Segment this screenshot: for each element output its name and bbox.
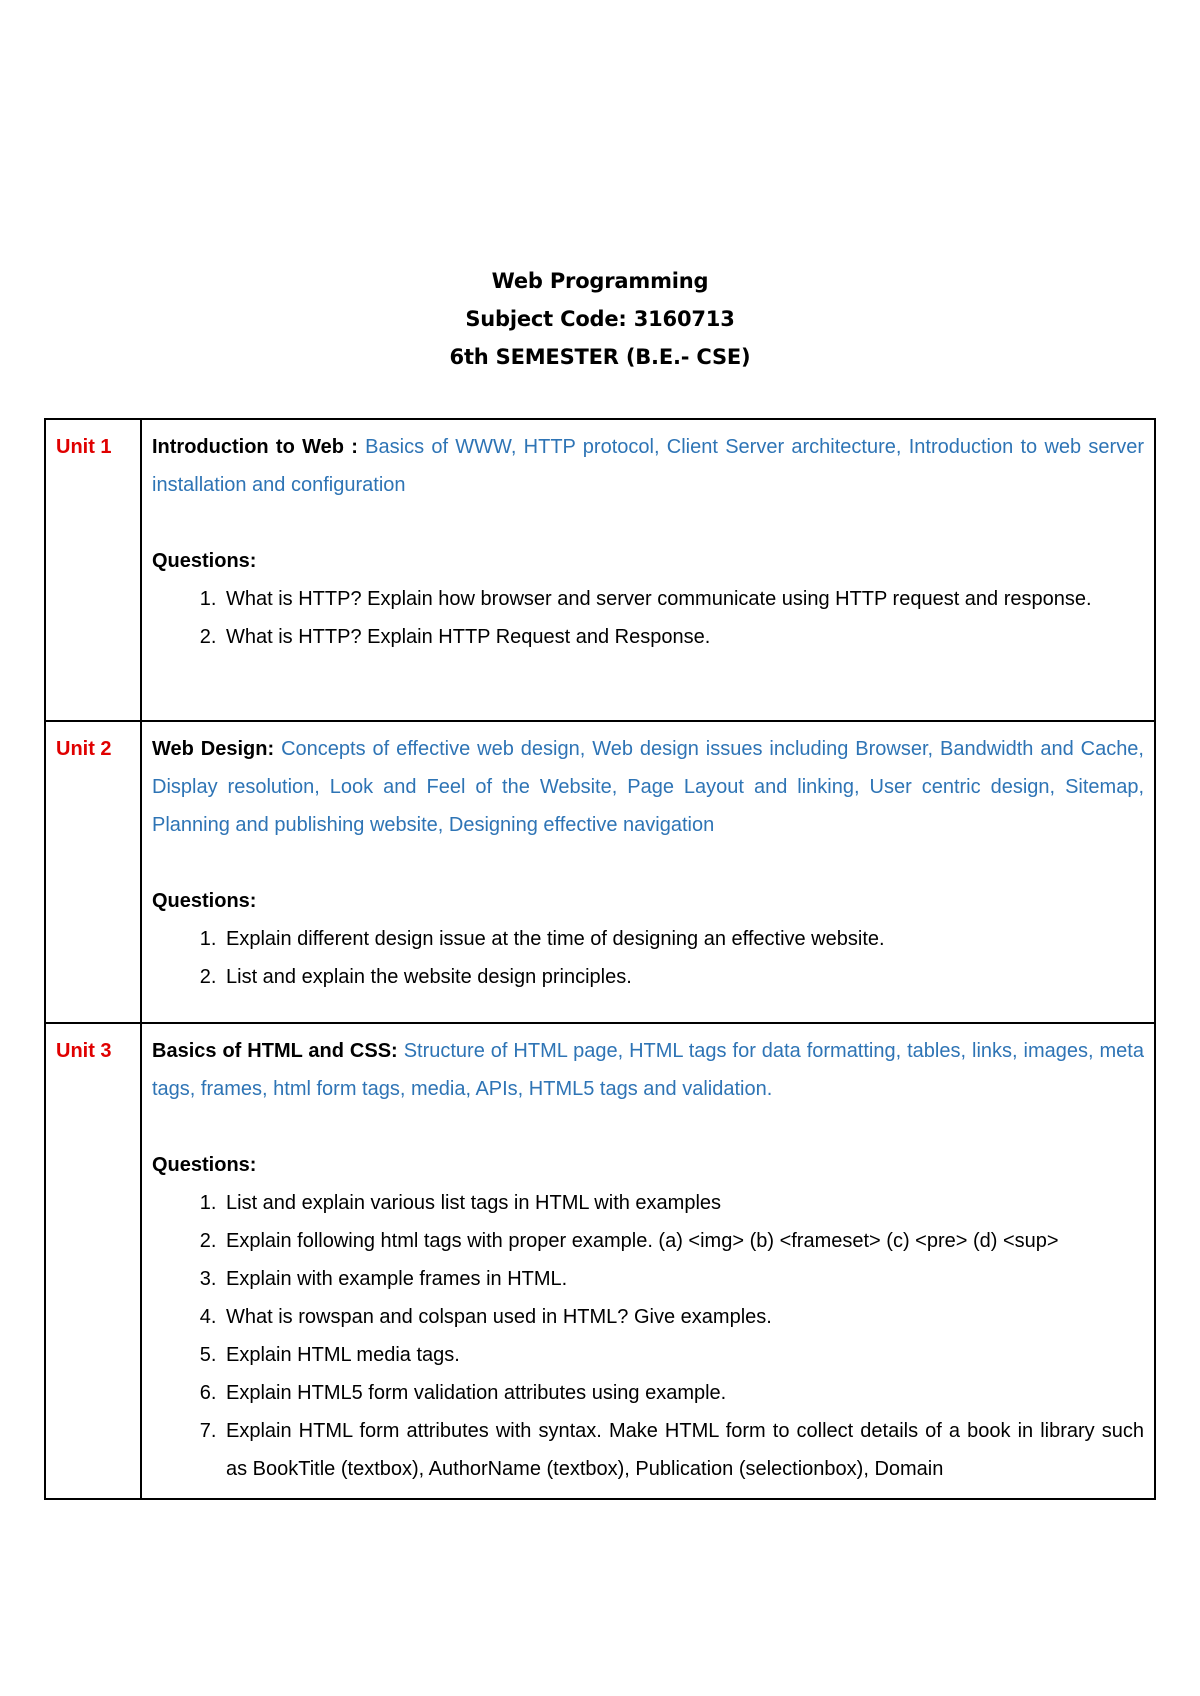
question-item: 2. Explain following html tags with proper example. (a) <img> (b) <frameset> (c) <pre> (d) <sup>	[222, 1222, 1144, 1260]
questions-list	[152, 580, 1144, 656]
spacer	[152, 844, 1144, 882]
unit-topic	[152, 428, 1144, 504]
unit-topic	[152, 1032, 1144, 1108]
questions-list	[152, 1184, 1144, 1488]
question-item: 4. What is rowspan and colspan used in HTML? Give examples.	[222, 1298, 1144, 1336]
topic-title: Basics of HTML and CSS:	[152, 1040, 398, 1062]
question-item: 1. List and explain various list tags in HTML with examples	[222, 1184, 1144, 1222]
topic-title: Introduction to Web :	[152, 436, 358, 458]
topic-description: Basics of WWW, HTTP protocol, Client Server architecture, Introduction to web server installation and configuration	[152, 436, 1144, 496]
unit-content	[141, 721, 1155, 1023]
document-title: Web Programming	[491, 269, 709, 293]
topic-description: Structure of HTML page, HTML tags for data formatting, tables, links, images, meta tags, frames, html form tags, media, APIs, HTML5 tags and validation.	[152, 1040, 1144, 1100]
questions-heading: Questions:	[152, 890, 257, 912]
unit-topic	[152, 730, 1144, 844]
syllabus-table	[44, 418, 1156, 1500]
unit-row	[45, 419, 1155, 721]
question-item: 2. What is HTTP? Explain HTTP Request and Response.	[222, 618, 1144, 656]
topic-description: Concepts of effective web design, Web design issues including Browser, Bandwidth and Cache, Display resolution, Look and Feel of the Website, Page Layout and linking, User centric design, Sitemap, Planning and publishing website, Designing effective navigation	[152, 738, 1144, 836]
semester: 6th SEMESTER (B.E.- CSE)	[449, 345, 751, 369]
question-item: 3. Explain with example frames in HTML.	[222, 1260, 1144, 1298]
spacer	[152, 504, 1144, 542]
questions-list	[152, 920, 1144, 996]
unit-row	[45, 721, 1155, 1023]
subject-code: Subject Code: 3160713	[465, 307, 735, 331]
unit-content	[141, 419, 1155, 721]
questions-heading: Questions:	[152, 1154, 257, 1176]
questions-heading: Questions:	[152, 550, 257, 572]
topic-title: Web Design:	[152, 738, 275, 760]
question-item: 2. List and explain the website design principles.	[222, 958, 1144, 996]
unit-label: Unit 3	[45, 1023, 141, 1499]
question-item: 1. What is HTTP? Explain how browser and server communicate using HTTP request and response.	[222, 580, 1144, 618]
spacer	[152, 1108, 1144, 1146]
unit-content	[141, 1023, 1155, 1499]
question-item: 5. Explain HTML media tags.	[222, 1336, 1144, 1374]
unit-row	[45, 1023, 1155, 1499]
question-item: 6. Explain HTML5 form validation attributes using example.	[222, 1374, 1144, 1412]
question-item: 7. Explain HTML form attributes with syntax. Make HTML form to collect details of a book in library such as BookTitle (textbox), AuthorName (textbox), Publication (selectionbox), Domain	[222, 1412, 1144, 1488]
unit-label: Unit 2	[45, 721, 141, 1023]
unit-label: Unit 1	[45, 419, 141, 721]
question-item: 1. Explain different design issue at the time of designing an effective website.	[222, 920, 1144, 958]
document-header	[0, 262, 1200, 376]
